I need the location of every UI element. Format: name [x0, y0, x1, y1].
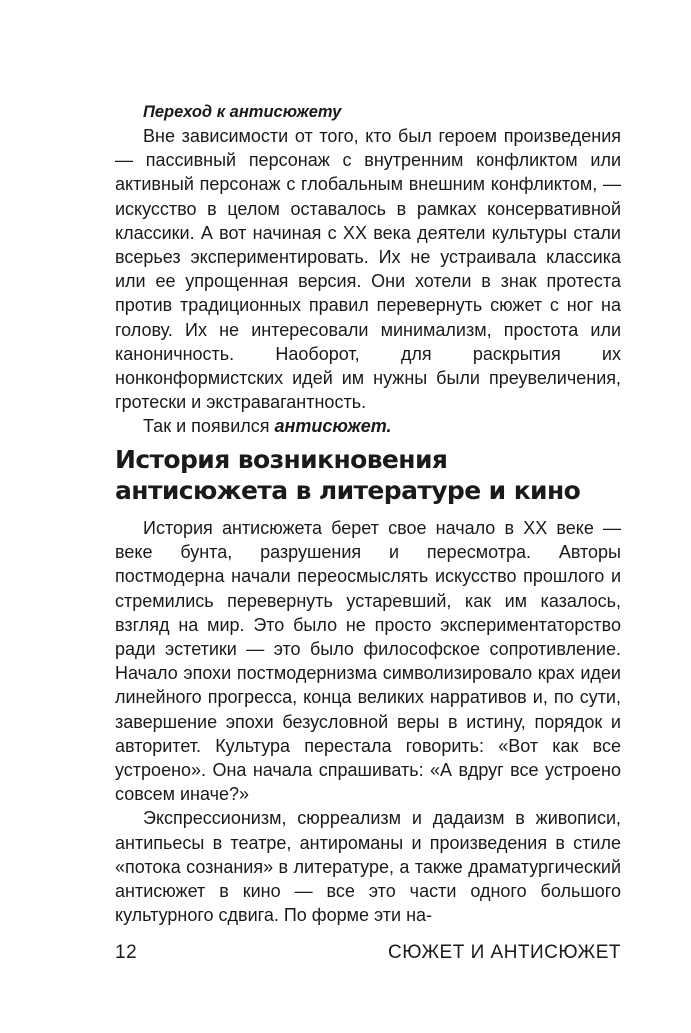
section-transition [115, 100, 621, 439]
heading-line-2: антисюжета в литературе и кино [115, 476, 581, 505]
closing-emphasis: антисюжет. [274, 416, 392, 437]
paragraph: Экспрессионизм, сюрреализм и дадаизм в живописи, антипьесы в театре, антироманы и произведения в стиле «потока сознания» в литературе, а также драматургический антисюжет в кино — все это части одного большого культурного сдвига. По форме эти на- [115, 808, 621, 926]
section-heading [115, 444, 621, 506]
closing-text: Так и появился [143, 416, 275, 437]
running-title: СЮЖЕТ И АНТИСЮЖЕТ [387, 942, 621, 963]
paragraph: История антисюжета берет свое начало в XX веке — веке бунта, разрушения и пересмотра. Авторы постмодерна начали переосмыслять искусство прошлого и стремились перевернуть устаревший, как им казалось, взгляд на мир. Это было не просто экспериментаторство ради эстетики — это было философское сопротивление. Начало эпохи постмодернизма символизировало крах идеи линейного прогресса, конца великих нарративов и, по сути, завершение эпохи безусловной веры в истину, порядок и авторитет. Культура перестала говорить: «Вот как все устроено». Она начала спрашивать: «А вдруг все устроено совсем иначе?» [115, 518, 621, 805]
chapter-heading [115, 444, 621, 506]
section-history [115, 516, 621, 927]
page-number: 12 [115, 942, 138, 963]
heading-line-1: История возникновения [115, 445, 448, 474]
page-footer [115, 942, 621, 966]
closing-paragraph [115, 414, 621, 438]
subheading: Переход к антисюжету [143, 103, 342, 121]
paragraph: Вне зависимости от того, кто был героем произведения — пассивный персонаж с внутренним конфликтом или активный персонаж с глобальным внешним конфликтом, — искусство в целом оставалось в рамках консервативной классики. А вот начиная с XX века деятели культуры стали всерьез экспериментировать. Их не устраивала классика или ее упрощенная версия. Они хотели в знак протеста против традиционных правил перевернуть сюжет с ног на голову. Их не интересовали минимализм, простота или каноничность. Наоборот, для раскрытия их нонконформистских идей им нужны были преувеличения, гротески и экстравагантность. [115, 126, 621, 413]
